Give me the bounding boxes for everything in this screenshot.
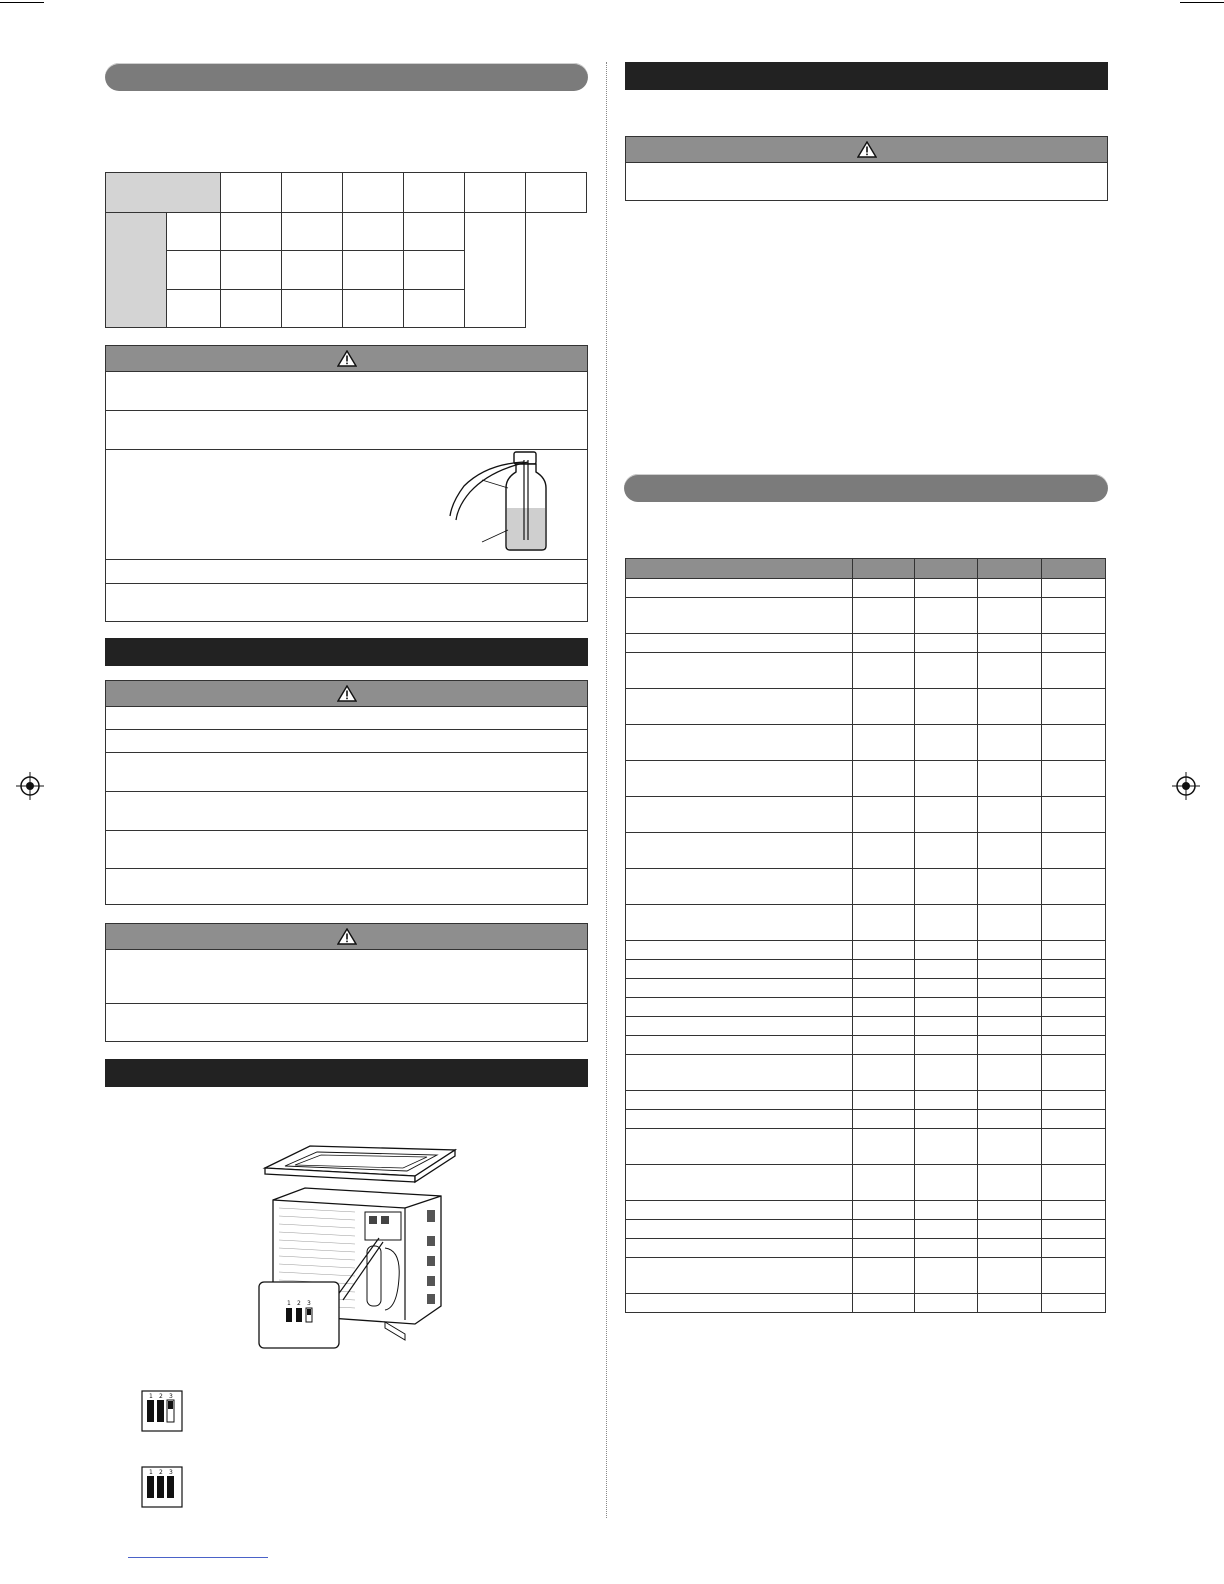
dip-switch-icon: [141, 1466, 183, 1508]
spec-table-row: [626, 1239, 1106, 1258]
table-cell: [282, 251, 343, 289]
spec-table-cell: [978, 1258, 1042, 1294]
spec-table-header-cell: [978, 559, 1042, 579]
table-cell: [404, 213, 465, 251]
spec-table-cell: [852, 941, 915, 960]
spec-table-row: [626, 1258, 1106, 1294]
spec-table-row: [626, 960, 1106, 979]
spec-table-cell: [1042, 761, 1106, 797]
svg-text:2: 2: [159, 1393, 163, 1400]
spec-table-row: [626, 1220, 1106, 1239]
spec-table-cell: [626, 579, 853, 598]
left-section3-header: [105, 1059, 588, 1087]
spec-table-cell: [1042, 1165, 1106, 1201]
spec-table-cell: [978, 1165, 1042, 1201]
spec-table-cell: [852, 634, 915, 653]
caution-row: [106, 792, 587, 831]
spec-table-cell: [915, 1239, 978, 1258]
caution-row: [106, 411, 587, 450]
svg-text:1: 1: [149, 1469, 153, 1476]
spec-table-cell: [852, 598, 915, 634]
spec-table-cell: [978, 579, 1042, 598]
spec-table-cell: [852, 960, 915, 979]
spec-table-cell: [626, 869, 853, 905]
spec-table-cell: [626, 598, 853, 634]
table-cell: [404, 289, 465, 327]
spec-table-row: [626, 1055, 1106, 1091]
spec-table-cell: [852, 1165, 915, 1201]
warning-triangle-icon: [337, 928, 357, 945]
spec-table-cell: [626, 833, 853, 869]
caution-row: [106, 372, 587, 411]
spec-table-row: [626, 761, 1106, 797]
table-cell: [404, 173, 465, 213]
spec-table-cell: [626, 653, 853, 689]
table-cell: [282, 289, 343, 327]
table-cell: [343, 173, 404, 213]
spec-table-cell: [915, 797, 978, 833]
spec-table-cell: [852, 1294, 915, 1313]
spec-table-cell: [626, 1220, 853, 1239]
table-cell: [167, 289, 221, 327]
spec-table-cell: [626, 1239, 853, 1258]
spec-table-cell: [626, 998, 853, 1017]
spec-table-cell: [1042, 905, 1106, 941]
table-cell: [221, 213, 282, 251]
spec-table-cell: [915, 1055, 978, 1091]
spec-table-header-cell: [915, 559, 978, 579]
spec-table-cell: [1042, 979, 1106, 998]
spec-table-cell: [978, 905, 1042, 941]
bottle-with-tube-illustration: [446, 450, 556, 556]
caution-box-3: [105, 923, 588, 1042]
right-section2-header: [624, 474, 1108, 502]
spec-table-cell: [1042, 1036, 1106, 1055]
dip-switch-setting-1: [141, 1390, 183, 1432]
svg-text:3: 3: [169, 1469, 173, 1476]
spec-table-cell: [915, 761, 978, 797]
spec-table-header-cell: [1042, 559, 1106, 579]
spec-table-cell: [852, 1110, 915, 1129]
table-cell: [282, 213, 343, 251]
caution-header: [106, 924, 587, 950]
spec-table-row: [626, 1294, 1106, 1313]
spec-table-cell: [978, 689, 1042, 725]
left-section2-header: [105, 638, 588, 666]
table-cell: [221, 289, 282, 327]
spec-table-cell: [915, 1017, 978, 1036]
spec-table-cell: [852, 1036, 915, 1055]
spec-table-cell: [915, 725, 978, 761]
spec-table-cell: [626, 979, 853, 998]
spec-table-cell: [626, 905, 853, 941]
spec-table-row: [626, 797, 1106, 833]
spec-table-cell: [978, 833, 1042, 869]
spec-table-cell: [626, 1201, 853, 1220]
spec-table-cell: [852, 1220, 915, 1239]
spec-table-cell: [1042, 869, 1106, 905]
spec-table-cell: [978, 634, 1042, 653]
spec-table-cell: [626, 761, 853, 797]
spec-table-cell: [852, 797, 915, 833]
spec-table-cell: [626, 1165, 853, 1201]
caution-box-2: [105, 680, 588, 905]
spec-table-header-row: [626, 559, 1106, 579]
spec-table-cell: [1042, 960, 1106, 979]
column-divider: [606, 62, 607, 1518]
spec-table-cell: [978, 998, 1042, 1017]
spec-table-cell: [915, 579, 978, 598]
spec-table-cell: [852, 653, 915, 689]
spec-table-row: [626, 579, 1106, 598]
spec-table-row: [626, 905, 1106, 941]
svg-text:1: 1: [287, 1300, 291, 1307]
spec-table-cell: [852, 1017, 915, 1036]
spec-table-cell: [915, 998, 978, 1017]
spec-table-cell: [915, 1294, 978, 1313]
spec-table-cell: [978, 761, 1042, 797]
spec-table-cell: [626, 797, 853, 833]
crop-mark-top-left: [0, 2, 44, 3]
spec-table-cell: [978, 1129, 1042, 1165]
spec-table-cell: [978, 1239, 1042, 1258]
spec-table-cell: [978, 1110, 1042, 1129]
caution-row: [106, 560, 587, 584]
spec-table-cell: [978, 941, 1042, 960]
spec-table-cell: [978, 797, 1042, 833]
spec-table-cell: [852, 1239, 915, 1258]
spec-table-cell: [1042, 1239, 1106, 1258]
spec-table-cell: [626, 1110, 853, 1129]
spec-table-row: [626, 998, 1106, 1017]
spec-table-cell: [1042, 1201, 1106, 1220]
caution-row: [626, 163, 1107, 200]
spec-table-cell: [852, 869, 915, 905]
svg-text:2: 2: [297, 1300, 301, 1307]
caution-header: [626, 137, 1107, 163]
spec-table-header-cell: [852, 559, 915, 579]
spec-table-row: [626, 1201, 1106, 1220]
spec-table-cell: [915, 598, 978, 634]
spec-table-cell: [915, 960, 978, 979]
spec-table-cell: [852, 579, 915, 598]
spec-table-cell: [852, 979, 915, 998]
spec-table-cell: [1042, 689, 1106, 725]
spec-table-row: [626, 1129, 1106, 1165]
svg-text:3: 3: [169, 1393, 173, 1400]
spec-table-cell: [1042, 598, 1106, 634]
spec-table-cell: [978, 1036, 1042, 1055]
spec-table-row: [626, 1017, 1106, 1036]
table-cell: [343, 251, 404, 289]
spec-table-cell: [915, 905, 978, 941]
registration-mark-icon: [1172, 772, 1200, 800]
svg-text:3: 3: [307, 1300, 311, 1307]
spec-table-cell: [915, 833, 978, 869]
table-row-header: [106, 213, 167, 328]
table-cell: [167, 213, 221, 251]
spec-table-cell: [852, 905, 915, 941]
spec-table-cell: [915, 1220, 978, 1239]
dip-switch-icon: [141, 1390, 183, 1432]
spec-table-cell: [852, 725, 915, 761]
spec-table-cell: [852, 689, 915, 725]
caution-row: [106, 831, 587, 869]
spec-table-cell: [915, 1258, 978, 1294]
spec-table-cell: [915, 1036, 978, 1055]
spec-table-row: [626, 1110, 1106, 1129]
spec-table-cell: [978, 960, 1042, 979]
spec-table-row: [626, 979, 1106, 998]
crop-mark-top-right: [1180, 2, 1224, 3]
spec-table-cell: [915, 941, 978, 960]
spec-table-cell: [915, 1091, 978, 1110]
spec-table-cell: [852, 1258, 915, 1294]
spec-table-cell: [626, 960, 853, 979]
dip-switch-setting-2: [141, 1466, 183, 1508]
spec-table-cell: [1042, 579, 1106, 598]
spec-table-cell: [626, 1258, 853, 1294]
spec-table-cell: [1042, 1294, 1106, 1313]
spec-table: [625, 558, 1106, 1313]
spec-table-cell: [626, 634, 853, 653]
left-capacity-table: [105, 172, 587, 328]
table-cell: [526, 173, 587, 213]
spec-table-row: [626, 598, 1106, 634]
spec-table-row: [626, 689, 1106, 725]
spec-table-cell: [852, 1091, 915, 1110]
spec-table-row: [626, 833, 1106, 869]
table-cell: [343, 289, 404, 327]
spec-table-cell: [978, 1201, 1042, 1220]
spec-table-cell: [852, 833, 915, 869]
table-cell: [282, 173, 343, 213]
spec-table-cell: [1042, 998, 1106, 1017]
table-cell: [167, 251, 221, 289]
spec-table-cell: [978, 725, 1042, 761]
caution-header: [106, 346, 587, 372]
spec-table-cell: [626, 1055, 853, 1091]
caution-row: [106, 753, 587, 792]
spec-table-cell: [915, 869, 978, 905]
table-cell: [343, 213, 404, 251]
spec-table-cell: [978, 653, 1042, 689]
spec-table-row: [626, 634, 1106, 653]
spec-table-cell: [1042, 634, 1106, 653]
spec-table-cell: [1042, 797, 1106, 833]
caution-row: [106, 1004, 587, 1041]
spec-table-row: [626, 869, 1106, 905]
spec-table-header-cell: [626, 559, 853, 579]
spec-table-cell: [852, 1201, 915, 1220]
spec-table-cell: [1042, 833, 1106, 869]
spec-table-cell: [852, 998, 915, 1017]
warning-triangle-icon: [337, 685, 357, 702]
footer-link[interactable]: [128, 1557, 268, 1558]
spec-table-cell: [1042, 653, 1106, 689]
spec-table-cell: [915, 634, 978, 653]
spec-table-cell: [1042, 1110, 1106, 1129]
warning-triangle-icon: [337, 350, 357, 367]
spec-table-row: [626, 941, 1106, 960]
spec-table-cell: [1042, 1055, 1106, 1091]
warning-triangle-icon: [857, 141, 877, 158]
spec-table-row: [626, 1091, 1106, 1110]
caution-header: [106, 681, 587, 707]
spec-table-cell: [915, 1201, 978, 1220]
table-header-cell: [106, 173, 221, 213]
spec-table-cell: [852, 1129, 915, 1165]
caution-box-1: [105, 345, 588, 622]
spec-table-row: [626, 653, 1106, 689]
spec-table-cell: [915, 1165, 978, 1201]
table-cell: [221, 251, 282, 289]
spec-table-row: [626, 1165, 1106, 1201]
caution-row: [106, 707, 587, 730]
spec-table-row: [626, 725, 1106, 761]
spec-table-cell: [626, 1036, 853, 1055]
spec-table-cell: [626, 941, 853, 960]
spec-table-cell: [1042, 1017, 1106, 1036]
registration-mark-icon: [16, 772, 44, 800]
spec-table-cell: [978, 598, 1042, 634]
left-section1-header: [105, 63, 588, 91]
spec-table-cell: [852, 1055, 915, 1091]
spec-table-cell: [978, 1220, 1042, 1239]
spec-table-cell: [626, 1091, 853, 1110]
dip-switch-callout: [283, 1298, 323, 1338]
spec-table-row: [626, 1036, 1106, 1055]
spec-table-cell: [915, 979, 978, 998]
spec-table-cell: [978, 1294, 1042, 1313]
spec-table-cell: [626, 725, 853, 761]
table-cell: [465, 173, 526, 213]
spec-table-cell: [915, 653, 978, 689]
spec-table-cell: [626, 689, 853, 725]
spec-table-cell: [1042, 725, 1106, 761]
caution-row: [106, 450, 587, 560]
spec-table-cell: [1042, 1091, 1106, 1110]
spec-table-cell: [978, 1091, 1042, 1110]
spec-table-cell: [626, 1294, 853, 1313]
spec-table-cell: [626, 1017, 853, 1036]
table-cell: [404, 251, 465, 289]
spec-table-cell: [1042, 1220, 1106, 1239]
spec-table-cell: [978, 869, 1042, 905]
caution-row: [106, 869, 587, 905]
spec-table-cell: [978, 1055, 1042, 1091]
dip-switch-icon: [283, 1298, 323, 1338]
spec-table-cell: [915, 689, 978, 725]
caution-row: [106, 950, 587, 1004]
spec-table-cell: [1042, 941, 1106, 960]
svg-text:1: 1: [149, 1393, 153, 1400]
spec-table-cell: [852, 761, 915, 797]
table-cell: [221, 173, 282, 213]
table-cell: [465, 213, 526, 328]
spec-table-cell: [1042, 1129, 1106, 1165]
spec-table-cell: [978, 979, 1042, 998]
right-section1-header: [625, 62, 1108, 90]
spec-table-cell: [1042, 1258, 1106, 1294]
caution-row: [106, 584, 587, 622]
right-caution-box: [625, 136, 1108, 201]
svg-text:2: 2: [159, 1469, 163, 1476]
spec-table-cell: [915, 1110, 978, 1129]
spec-table-cell: [978, 1017, 1042, 1036]
caution-row: [106, 730, 587, 753]
spec-table-cell: [626, 1129, 853, 1165]
spec-table-cell: [915, 1129, 978, 1165]
